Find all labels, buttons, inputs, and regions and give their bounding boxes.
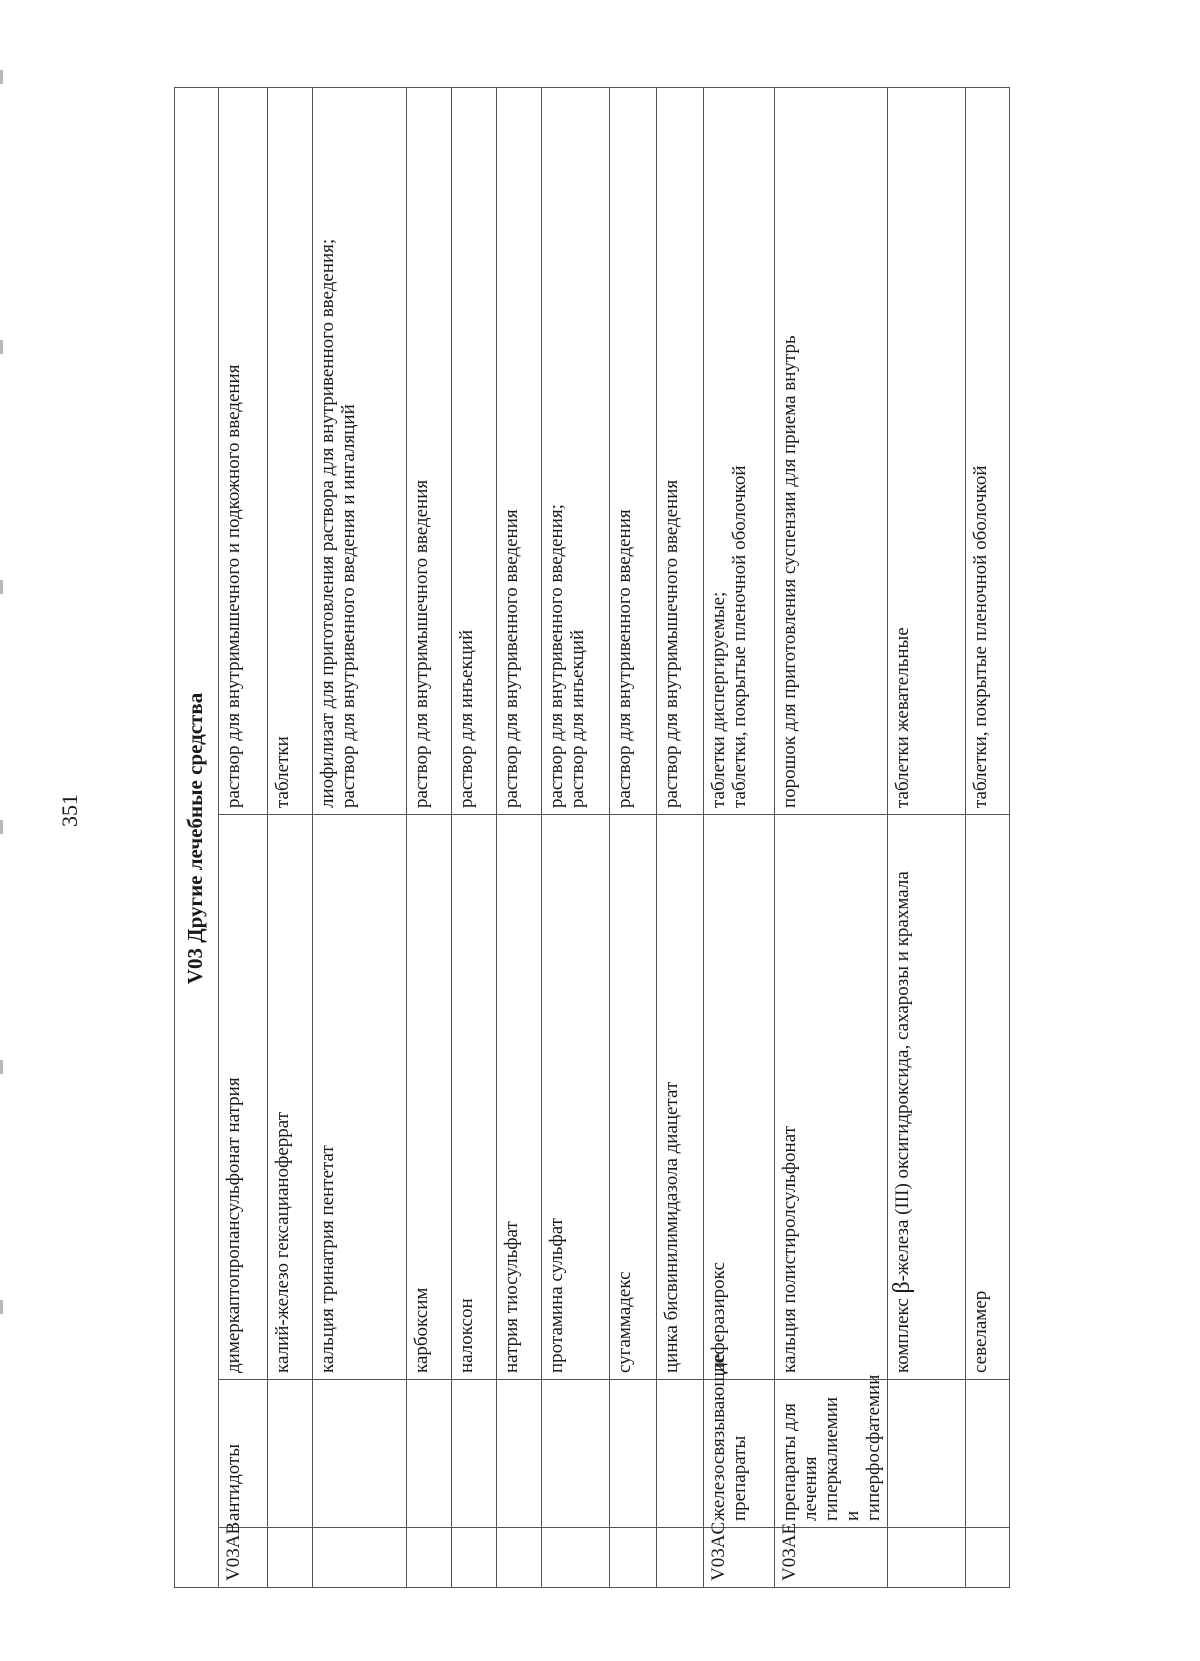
dosage-form-cell: раствор для внутривенного введения; раствор для инъекций [542,88,610,815]
drug-name-cell: протамина сульфат [542,815,610,1380]
atc-code-cell [610,1528,657,1588]
group-cell [610,1380,657,1528]
group-cell [542,1380,610,1528]
atc-code-cell: V03AC [704,1528,775,1588]
table-row [452,88,497,1588]
group-cell: препараты для лечения гиперкалиемии и гиперфосфатемии [775,1380,888,1528]
drug-name-cell: калий-железо гексацианоферрат [268,815,313,1380]
dosage-form-cell: таблетки [268,88,313,815]
dosage-form-cell: раствор для внутримышечного и подкожного введения [219,88,268,815]
atc-code-cell: V03AB [219,1528,268,1588]
group-cell [657,1380,704,1528]
rotated-table-container [174,88,1074,1588]
table-row [966,88,1010,1588]
dosage-form-cell: лиофилизат для приготовления раствора для внутривенного введения; раствор для внутривенного введения и ингаляций [313,88,407,815]
section-title: V03 Другие лечебные средства [175,88,219,1588]
dosage-form-cell: раствор для внутримышечного введения [657,88,704,815]
drug-name-cell: кальция тринатрия пентетат [313,815,407,1380]
dosage-form-cell: раствор для внутривенного введения [610,88,657,815]
table-row [704,88,775,1588]
drug-name-cell: димеркаптопропансульфонат натрия [219,815,268,1380]
table-row [610,88,657,1588]
drug-name-prefix: комплекс [892,1298,913,1373]
scan-edge-mark [0,70,3,84]
atc-code-cell [966,1528,1010,1588]
dosage-form-cell: раствор для внутримышечного введения [407,88,452,815]
drug-table [174,87,1010,1588]
page-number: 351 [57,794,82,827]
drug-name-cell: севеламер [966,815,1010,1380]
dosage-form-cell: порошок для приготовления суспензии для приема внутрь [775,88,888,815]
scan-edge-mark [0,580,3,594]
dosage-form-cell: таблетки, покрытые пленочной оболочкой [966,88,1010,815]
dosage-form-cell: раствор для внутривенного введения [497,88,542,815]
table-row [775,88,888,1588]
table-row [542,88,610,1588]
group-cell [407,1380,452,1528]
table-row [497,88,542,1588]
scan-edge-mark [0,340,3,354]
drug-name-cell: сугаммадекс [610,815,657,1380]
drug-name-cell [888,815,966,1380]
table-row [219,88,268,1588]
group-cell: антидоты [219,1380,268,1528]
drug-name-cell: цинка бисвинилимидазола диацетат [657,815,704,1380]
atc-code-cell [497,1528,542,1588]
drug-name-suffix: -железа (III) оксигидроксида, сахарозы и крахмала [892,871,913,1282]
dosage-form-cell: таблетки диспергируемые; таблетки, покрытые пленочной оболочкой [704,88,775,815]
atc-code-cell [313,1528,407,1588]
atc-code-cell [407,1528,452,1588]
atc-code-cell [268,1528,313,1588]
group-cell [268,1380,313,1528]
scan-edge-mark [0,1300,3,1314]
beta-symbol: β [889,1281,915,1294]
drug-name-cell: карбоксим [407,815,452,1380]
table-row [657,88,704,1588]
table-row [407,88,452,1588]
drug-name-cell: налоксон [452,815,497,1380]
scan-edge-mark [0,1060,3,1074]
dosage-form-cell: таблетки жевательные [888,88,966,815]
group-cell [888,1380,966,1528]
table-title-row [175,88,219,1588]
atc-code-cell [542,1528,610,1588]
atc-code-cell [657,1528,704,1588]
group-cell [313,1380,407,1528]
group-cell [452,1380,497,1528]
table-row [313,88,407,1588]
drug-name-cell: деферазирокс [704,815,775,1380]
atc-code-cell [888,1528,966,1588]
drug-name-cell: кальция полистиролсульфонат [775,815,888,1380]
group-cell [497,1380,542,1528]
table-row [888,88,966,1588]
scan-edge-mark [0,820,3,834]
dosage-form-cell: раствор для инъекций [452,88,497,815]
table-row [268,88,313,1588]
group-cell: железосвязывающие препараты [704,1380,775,1528]
atc-code-cell: V03AE [775,1528,888,1588]
group-cell [966,1380,1010,1528]
drug-name-cell: натрия тиосульфат [497,815,542,1380]
atc-code-cell [452,1528,497,1588]
